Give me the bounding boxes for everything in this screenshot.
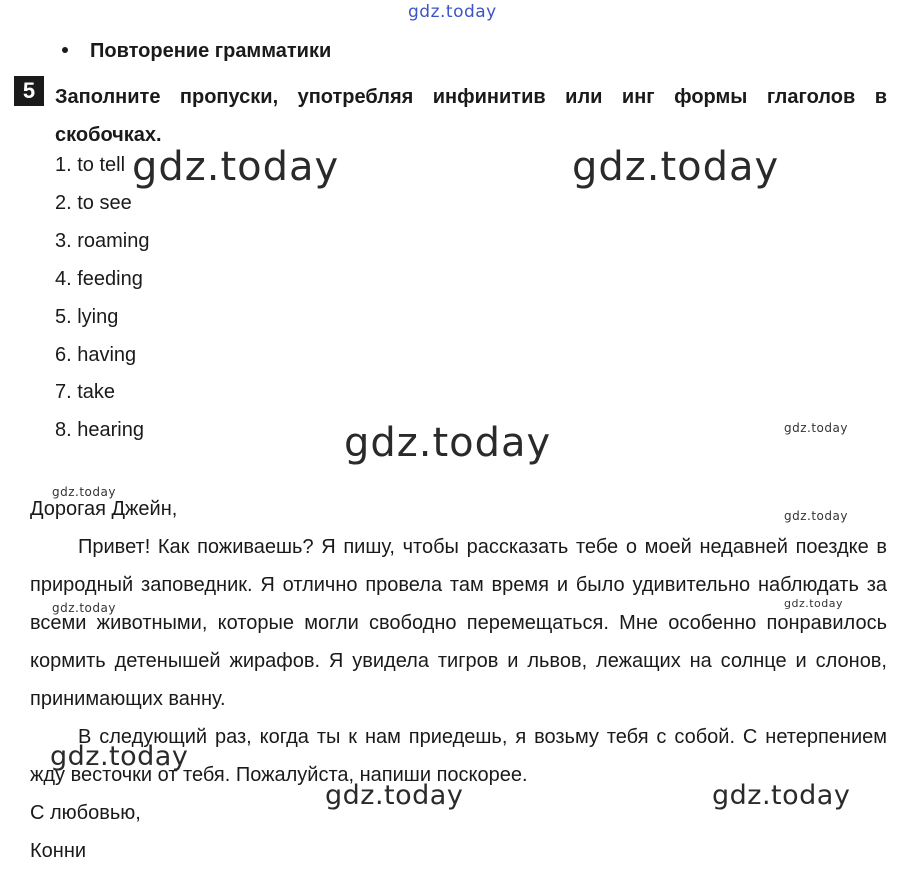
letter-body (30, 490, 887, 870)
watermark: gdz.today (132, 144, 340, 190)
answer-item: 8. hearing (55, 419, 144, 441)
letter-greeting: Дорогая Джейн, (30, 498, 178, 520)
answer-item: 5. lying (55, 306, 119, 328)
letter-closing: С любовью, (30, 802, 141, 824)
watermark: gdz.today (344, 420, 552, 466)
task-instructions: Заполните пропуски, употребляя инфинитив или инг формы глаголов в скобочках. (55, 86, 887, 146)
watermark: gdz.today (325, 780, 464, 811)
section-heading-text: Повторение грамматики (90, 40, 332, 62)
watermark: gdz.today (52, 601, 116, 615)
letter-paragraph-1: Привет! Как поживаешь? Я пишу, чтобы рассказать тебе о моей недавней поездке в природный заповедник. Я отлично провела там время и было удивительно наблюдать за всеми животными, которые могли свободно перемещаться. Мне особенно понравилось кормить детенышей жирафов. Я увидела тигров и львов, лежащих на солнце и слонов, принимающих ванну. (30, 536, 887, 710)
section-heading (62, 40, 331, 63)
answer-item: 4. feeding (55, 268, 143, 290)
watermark: gdz.today (52, 485, 116, 499)
task-number-badge: 5 (14, 76, 44, 106)
watermark: gdz.today (50, 741, 189, 772)
watermark: gdz.today (784, 421, 848, 435)
watermark: gdz.today (784, 509, 848, 523)
bullet-icon (62, 47, 68, 53)
answer-item: 1. to tell (55, 154, 126, 176)
letter-signature: Конни (30, 840, 87, 862)
answer-item: 7. take (55, 381, 116, 403)
watermark: gdz.today (712, 780, 851, 811)
answer-item: 6. having (55, 344, 137, 366)
answer-item: 2. to see (55, 192, 132, 214)
answer-item: 3. roaming (55, 230, 150, 252)
letter-paragraph-2: В следующий раз, когда ты к нам приедешь, я возьму тебя с собой. С нетерпением жду весточки от тебя. Пожалуйста, напиши поскорее. (30, 726, 887, 786)
watermark: gdz.today (572, 144, 780, 190)
watermark: gdz.today (784, 597, 844, 610)
watermark-top: gdz.today (408, 2, 497, 22)
